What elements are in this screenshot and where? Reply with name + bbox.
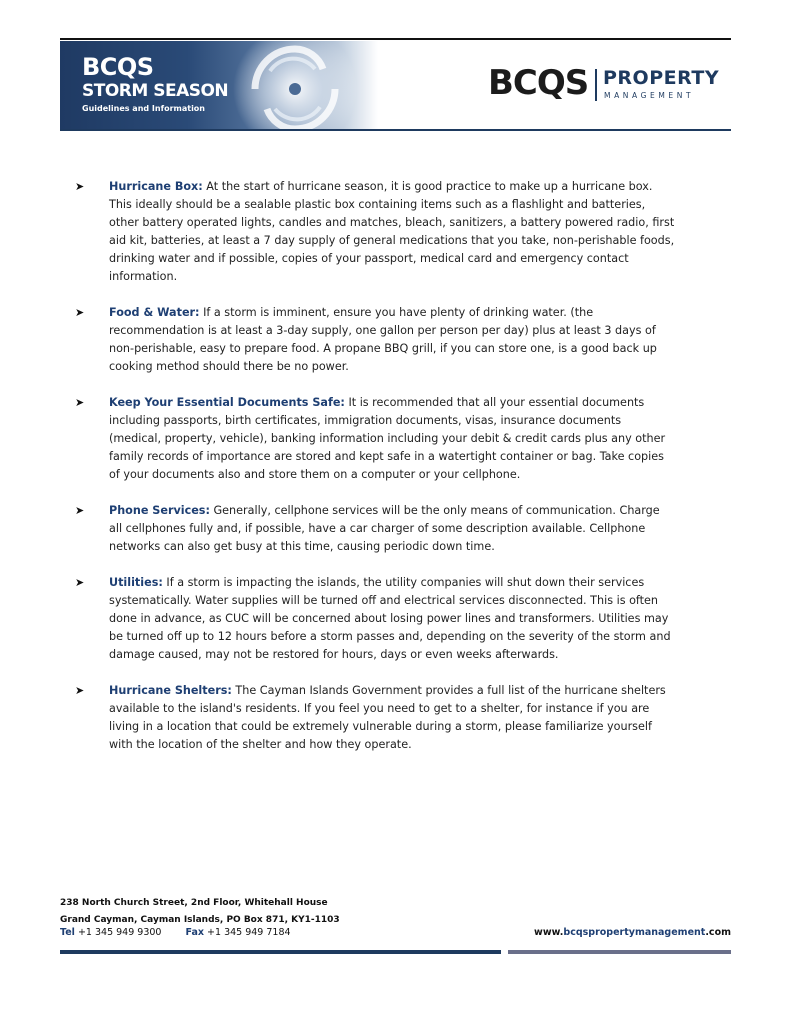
company-logo [488, 63, 738, 111]
arrowhead-bullet-icon: ➤ [75, 684, 85, 697]
footer-address [60, 895, 340, 929]
item-term: Phone Services: [109, 504, 210, 517]
item-text: At the start of hurricane season, it is good practice to make up a hurricane box. This ideally should be a sealable plastic box containing items such as a flashlight and batteries, other battery operated lights, candles and matches, bleach, sanitizers, a battery powered radio, first aid kit, batteries, at least a 7 day supply of general medications that you take, non-perishable foods, drinking water and if possible, copies of your passport, medical card and emergency contact information. [109, 180, 675, 283]
list-item [75, 178, 675, 286]
page-header [60, 41, 731, 129]
item-text: The Cayman Islands Government provides a full list of the hurricane shelters available to the island's residents. If you feel you need to get to a shelter, for instance if you are living in a location that could be extremely vulnerable during a storm, please familiarize yourself with the location of the shelter and how they operate. [109, 684, 666, 751]
item-term: Utilities: [109, 576, 163, 589]
arrowhead-bullet-icon: ➤ [75, 576, 85, 589]
footer-bar-primary [60, 950, 501, 954]
logo-wordmark: BCQS [488, 63, 589, 103]
item-term: Hurricane Shelters: [109, 684, 232, 697]
footer-contact [60, 927, 291, 938]
hurricane-swirl-icon [210, 41, 378, 129]
address-line-2: Grand Cayman, Cayman Islands, PO Box 871, KY1-1103 [60, 915, 340, 925]
fax-value: +1 345 949 7184 [207, 927, 291, 938]
header-bottom-rule [60, 129, 731, 131]
guidelines-list [75, 178, 675, 772]
arrowhead-bullet-icon: ➤ [75, 180, 85, 193]
web-suffix: .com [705, 927, 731, 938]
list-item [75, 682, 675, 754]
list-item [75, 574, 675, 664]
item-term: Food & Water: [109, 306, 200, 319]
logo-management: MANAGEMENT [604, 91, 695, 100]
arrowhead-bullet-icon: ➤ [75, 306, 85, 319]
banner-subtitle: STORM SEASON [82, 81, 229, 101]
header-top-rule [60, 38, 731, 40]
item-text: If a storm is imminent, ensure you have plenty of drinking water. (the recommendation is at least a 3-day supply, one gallon per person per day) plus at least 3 days of non-perishable, easy to prepare food. A propane BBQ grill, if you can store one, is a good back up cooking method should there be no power. [109, 306, 657, 373]
web-domain: bcqspropertymanagement [563, 927, 706, 938]
address-line-1: 238 North Church Street, 2nd Floor, Whitehall House [60, 898, 328, 908]
list-item [75, 304, 675, 376]
tel-value[interactable]: +1 345 949 9300 [77, 927, 162, 938]
tel-label: Tel [60, 927, 75, 938]
item-term: Keep Your Essential Documents Safe: [109, 396, 345, 409]
list-item [75, 394, 675, 484]
storm-season-banner [60, 41, 378, 129]
item-text: If a storm is impacting the islands, the utility companies will shut down their services systematically. Water supplies will be turned off and electrical services disconnected. This is often done in advance, as CUC will be concerned about losing power lines and transformers. Utilities may be turned off up to 12 hours before a storm passes and, depending on the severity of the storm and damage caused, may not be restored for hours, days or even weeks afterwards. [109, 576, 671, 661]
website-link[interactable] [534, 927, 731, 938]
arrowhead-bullet-icon: ➤ [75, 504, 85, 517]
logo-divider [595, 69, 597, 101]
list-item [75, 502, 675, 556]
banner-tagline: Guidelines and Information [82, 104, 205, 113]
fax-label: Fax [185, 927, 205, 938]
item-text: It is recommended that all your essential documents including passports, birth certificates, immigration documents, visas, insurance documents (medical, property, vehicle), banking information including your debit & credit cards plus any other family records of importance are stored and kept safe in a watertight container or bag. Take copies of your documents also and store them on a computer or your cellphone. [109, 396, 666, 481]
item-term: Hurricane Box: [109, 180, 203, 193]
logo-property: PROPERTY [603, 67, 720, 89]
footer-bar-secondary [508, 950, 731, 954]
item-text: Generally, cellphone services will be the only means of communication. Charge all cellphones fully and, if possible, have a car charger of some description available. Cellphone networks can also get busy at this time, causing periodic down time. [109, 504, 660, 553]
arrowhead-bullet-icon: ➤ [75, 396, 85, 409]
banner-title: BCQS [82, 53, 154, 81]
web-prefix: www. [534, 927, 564, 938]
